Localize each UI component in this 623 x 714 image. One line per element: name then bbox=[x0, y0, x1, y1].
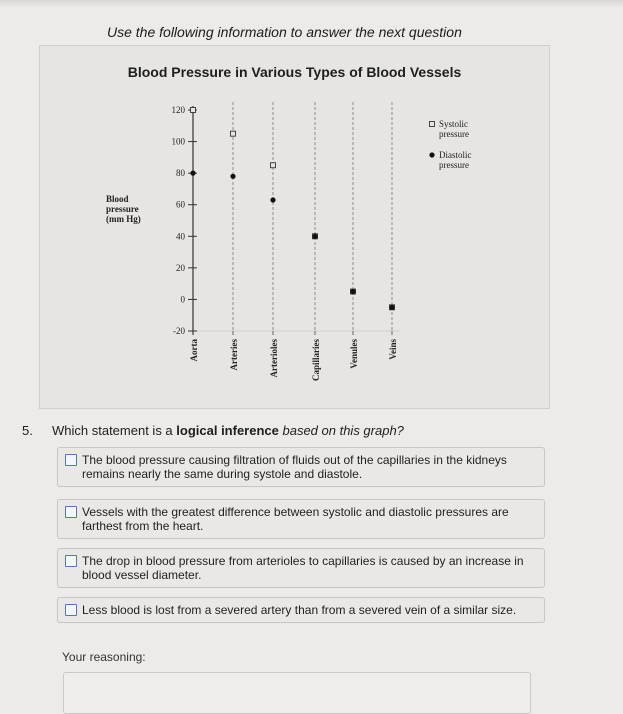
answer-option-3[interactable] bbox=[57, 548, 545, 588]
legend-systolic-label: Systolic bbox=[439, 119, 469, 129]
instructions: Use the following information to answer the next question bbox=[107, 24, 462, 40]
systolic-point bbox=[231, 131, 236, 136]
x-tick-label: Arterioles bbox=[269, 339, 279, 378]
systolic-point bbox=[271, 163, 276, 168]
diastolic-point bbox=[270, 197, 275, 202]
x-tick-label: Aorta bbox=[189, 339, 199, 362]
y-tick-label: 20 bbox=[176, 262, 185, 273]
y-tick-label: 60 bbox=[176, 199, 185, 210]
question-5 bbox=[22, 423, 404, 438]
checkbox-icon[interactable] bbox=[65, 604, 77, 616]
answer-option-2[interactable] bbox=[57, 499, 545, 539]
legend-diastolic-label: Diastolic bbox=[439, 150, 472, 160]
question-text-after: based on this graph? bbox=[278, 423, 404, 438]
diastolic-point bbox=[230, 174, 235, 179]
y-tick-label: 100 bbox=[171, 136, 185, 147]
checkbox-icon[interactable] bbox=[65, 506, 77, 518]
y-tick-label: 40 bbox=[176, 231, 185, 242]
checkbox-icon[interactable] bbox=[65, 454, 77, 466]
question-text-before: Which statement is a bbox=[52, 423, 177, 438]
x-tick-label: Arteries bbox=[229, 339, 239, 371]
answer-option-text: Less blood is lost from a severed artery than from a severed vein of a similar size. bbox=[82, 603, 517, 617]
answer-option-text: Vessels with the greatest difference between systolic and diastolic pressures are farthest from the heart. bbox=[82, 505, 509, 533]
reasoning-label: Your reasoning: bbox=[62, 650, 146, 664]
question-text-bold: logical inference bbox=[176, 423, 279, 438]
diastolic-point bbox=[389, 305, 394, 310]
systolic-point bbox=[191, 108, 196, 113]
legend-diastolic-label: pressure bbox=[439, 160, 469, 170]
reasoning-input[interactable] bbox=[63, 672, 531, 714]
y-axis-label: Blood bbox=[106, 194, 129, 204]
y-axis-label: pressure bbox=[106, 204, 139, 214]
y-tick-label: -20 bbox=[173, 326, 185, 336]
answer-option-1[interactable] bbox=[57, 447, 545, 487]
answer-option-text: The drop in blood pressure from arterioles to capillaries is caused by an increase in blood vessel diameter. bbox=[82, 554, 524, 582]
diastolic-point bbox=[190, 171, 195, 176]
answer-option-text: The blood pressure causing filtration of fluids out of the capillaries in the kidneys remains nearly the same during systole and diastole. bbox=[82, 453, 507, 481]
chart-figure bbox=[39, 45, 550, 409]
legend-diastolic-marker bbox=[429, 152, 434, 157]
y-tick-label: 80 bbox=[176, 168, 185, 179]
checkbox-icon[interactable] bbox=[65, 555, 77, 567]
x-tick-label: Veins bbox=[388, 339, 398, 360]
diastolic-point bbox=[312, 234, 317, 239]
y-axis-label: (mm Hg) bbox=[106, 214, 141, 224]
chart-plot bbox=[40, 46, 549, 408]
legend-systolic-label: pressure bbox=[439, 129, 469, 139]
y-tick-label: 120 bbox=[171, 105, 185, 115]
y-tick-label: 0 bbox=[180, 294, 185, 305]
question-number: 5. bbox=[22, 423, 33, 438]
chart-title: Blood Pressure in Various Types of Blood Vessels bbox=[127, 64, 462, 80]
legend-systolic-marker bbox=[430, 122, 435, 127]
diastolic-point bbox=[350, 289, 355, 294]
x-tick-label: Capillaries bbox=[311, 339, 321, 381]
x-tick-label: Venules bbox=[349, 339, 359, 369]
answer-option-4[interactable] bbox=[57, 597, 545, 623]
page-edge bbox=[0, 0, 623, 8]
